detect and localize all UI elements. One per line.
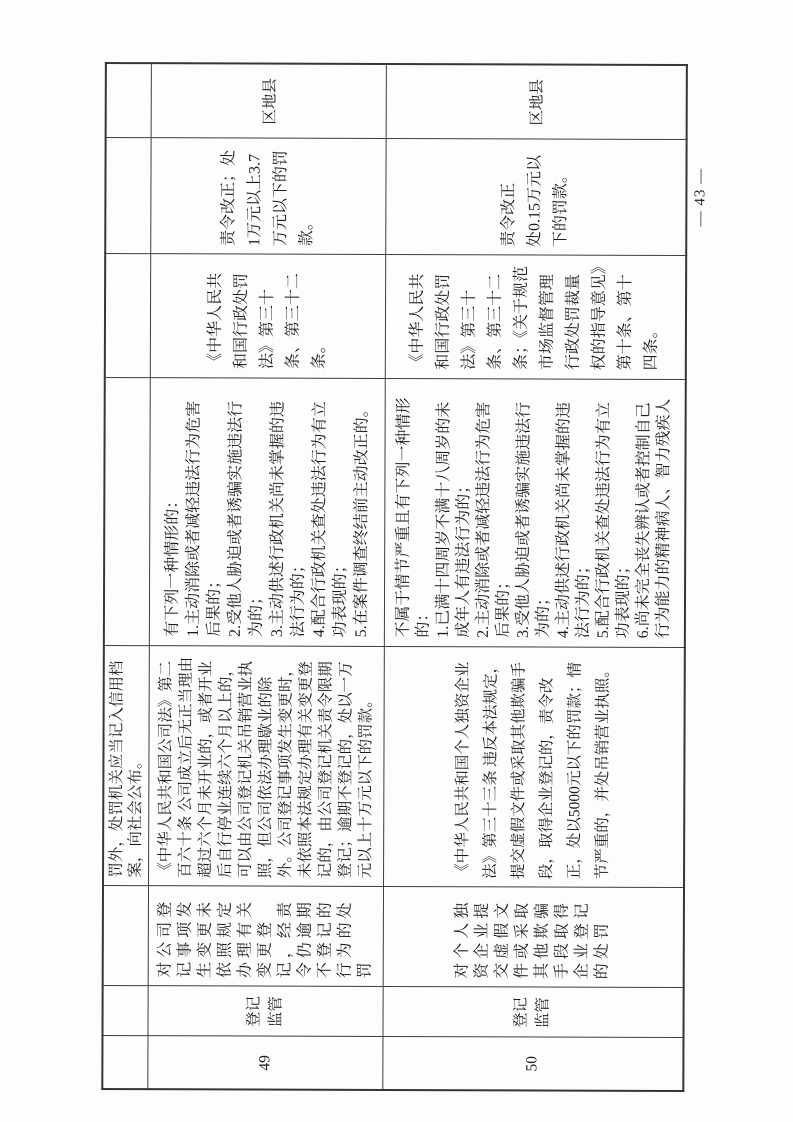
- cell-seq-49: 49: [148, 1036, 383, 1090]
- penalty-discretion-table: [101, 62, 687, 1092]
- cell-level-49: 区地县: [151, 63, 386, 139]
- cell-criteria-50: 不属于情节严重且有下列一种情形的： 1.已满十四周岁不满十八周岁的未成年人有违法行为的； 2.主动消除或者减轻违法行为危害后果的； 3.受他人胁迫或者诱骗实施违法行为的； 4.主动供述行政机关尚未掌握的违法行为的； 5.配合行政机关查处违法行为有立功表现的； 6.尚未完全丧失辨认或者控制自己行为能力的精神病人、智力残疾人: [384, 379, 685, 648]
- cell-basis-49: 《中华人民共和国公司法》第二百六十条 公司成立后无正当理由超过六个月未开业的，或者开业后自行停业连续六个月以上的，可以由公司登记机关吊销营业执照，但公司依法办理歇业的除外。公司登记事项发生变更时，未依照本法规定办理有关变更登记的，由公司登记机关责令限期登记；逾期不登记的，处以一万元以上十万元以下的罚款。: [149, 646, 385, 887]
- cell-legal-cont: [105, 254, 151, 378]
- table-row-49: [148, 63, 387, 1090]
- cell-criteria-49: 有下列一种情形的： 1.主动消除或者减轻违法行为危害后果的； 2.受他人胁迫或者诱骗实施违法行为的； 3.主动供述行政机关尚未掌握的违法行为的； 4.配合行政机关查处违法行为有立功表现的； 5.在案件调查终结前主动改正的。: [149, 378, 385, 647]
- cell-criteria-cont: [104, 378, 150, 646]
- page-number: — 43 —: [692, 167, 709, 227]
- table-row-previous-continuation: [102, 63, 151, 1089]
- cell-legal-50: 《中华人民共和国行政处罚法》第三十条、第三十二条；《关于规范市场监督管理行政处罚裁量权的指导意见》第十条、第十四条。: [385, 255, 685, 380]
- cell-range-cont: [105, 138, 151, 254]
- cell-basis-cont: 罚外，处罚机关应当记入信用档案，向社会公布。: [103, 646, 149, 886]
- cell-level-cont: [106, 63, 152, 138]
- cell-basis-50: 《中华人民共和国个人独资企业法》第三十三条 违反本法规定，提交虚假文件或采取其他欺骗手段，取得企业登记的，责令改正，处以5000元以下的罚款；情节严重的，并处吊销营业执照。: [384, 647, 685, 888]
- cell-item-49: 对公司登记事项发生变更未依照规定办理有关变更登记，经责令仍逾期不登记的行为的处罚: [148, 886, 383, 987]
- cell-item-50: 对个人独资企业提交虚假文件或采取其他欺骗手段取得企业登记的处罚: [383, 887, 683, 988]
- cell-legal-49: 《中华人民共和国行政处罚法》第三十条、第三十二条。: [150, 254, 385, 379]
- cell-seq-cont: [102, 1036, 148, 1089]
- cell-seq-50: 50: [383, 1037, 683, 1091]
- cell-range-49: 责令改正；处1万元以上3.7万元以下的罚款。: [151, 138, 386, 255]
- cell-item-cont: [103, 886, 149, 986]
- cell-category-cont: [102, 986, 148, 1036]
- cell-category-50: 登记监管: [383, 987, 683, 1038]
- cell-category-49: 登记监管: [148, 986, 383, 1037]
- cell-range-50: 责令改正 处0.15万元以下的罚款。: [386, 139, 686, 256]
- cell-level-50: 区地县: [386, 64, 686, 140]
- table-row-50: [383, 64, 687, 1091]
